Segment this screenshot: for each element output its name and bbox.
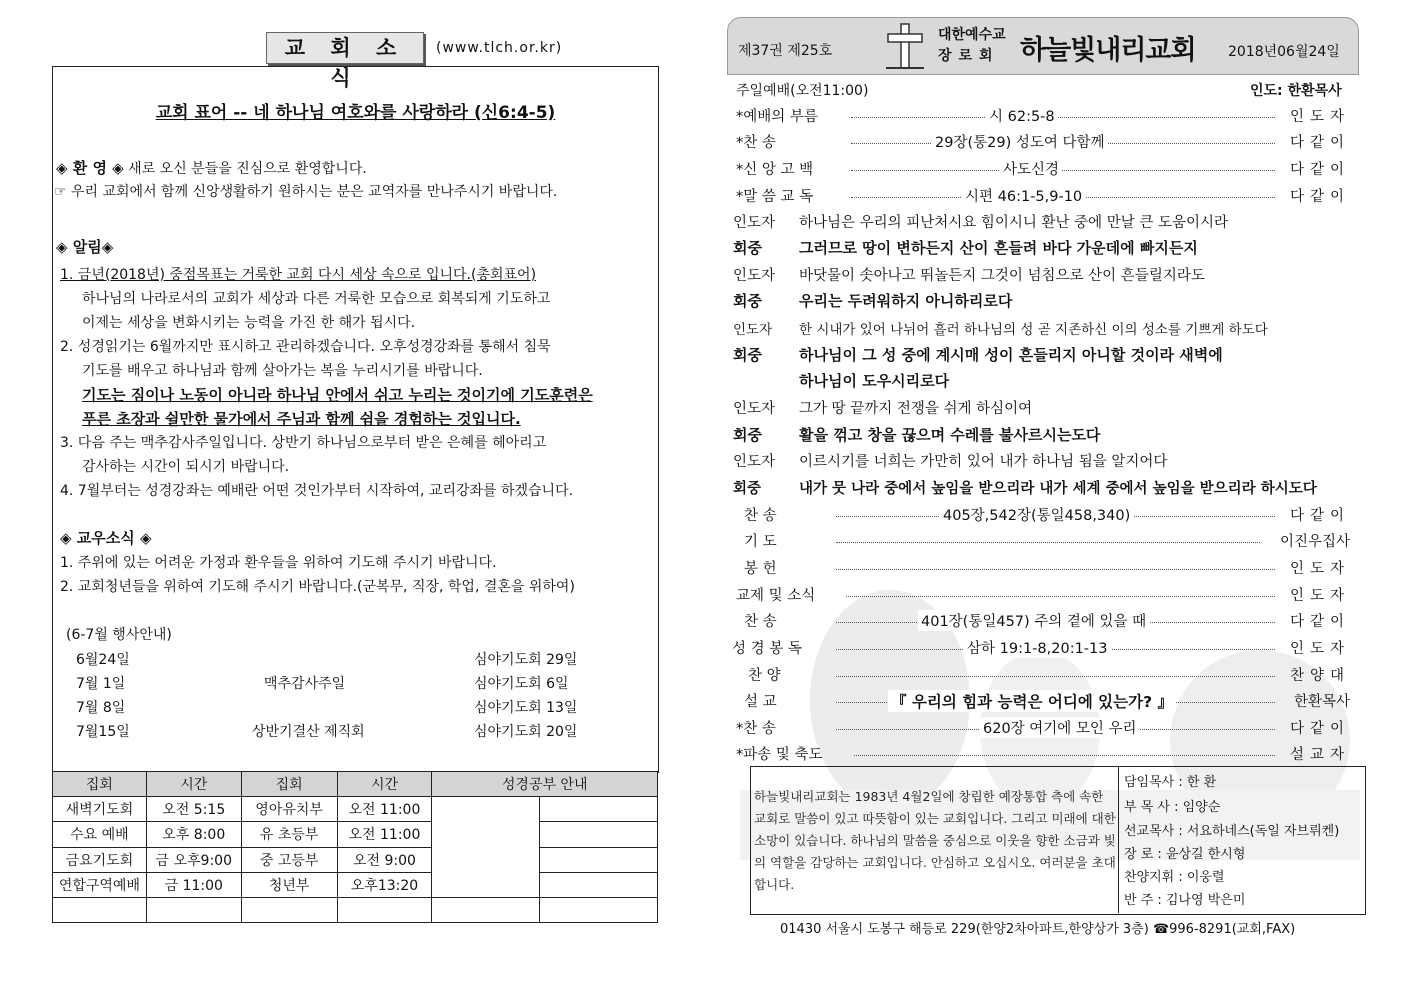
table-cell: 청년부 [241, 872, 337, 897]
service-leader: 인도: 한환목사 [1250, 83, 1342, 99]
worship-leader: 찬양대 [1289, 668, 1350, 684]
table-cell: 유 초등부 [241, 822, 337, 847]
church-motto: 교회 표어 -- 네 하나님 여호와를 사랑하라 (신6:4-5) [155, 103, 556, 123]
staff-entry: 찬양지휘 : 이웅렬 [1124, 870, 1225, 885]
website-url[interactable]: (www.tlch.or.kr) [436, 40, 563, 56]
worship-leader: 이진우집사 [1279, 534, 1350, 550]
table-row [53, 797, 658, 822]
worship-item [736, 610, 1350, 632]
worship-item [736, 131, 1350, 153]
event-name: 상반기결산 제직회 [252, 724, 365, 740]
reader-role: 회중 [733, 239, 762, 257]
reader-role: 인도자 [733, 268, 776, 284]
notice-2b: 기도를 배우고 하나님과 함께 살아가는 복을 누리시기를 바랍니다. [82, 363, 483, 379]
event-date: 6월24일 [76, 652, 130, 668]
staff-entry: 부 목 사 : 임양순 [1124, 800, 1221, 815]
worship-label: 찬 양 [748, 668, 781, 684]
worship-label: 설 교 [744, 694, 777, 710]
responsive-line [733, 477, 1317, 498]
table-cell [540, 847, 658, 872]
worship-leader: 다같이 [1289, 614, 1350, 630]
pastoral-2: 2. 교회청년들을 위하여 기도해 주시기 바랍니다.(군복무, 직장, 학업, 결혼을 위하여) [60, 579, 575, 595]
news-title: 교 회 소 식 [266, 32, 424, 64]
table-cell: 금요기도회 [53, 847, 147, 872]
worship-item [736, 530, 1350, 552]
table-cell [432, 897, 540, 922]
responsive-line [733, 370, 949, 391]
worship-label: 성 경 봉 독 [732, 641, 802, 657]
table-cell: 금 11:00 [146, 872, 241, 897]
table-cell: 오후13:20 [337, 872, 432, 897]
table-cell [432, 797, 540, 898]
worship-item [736, 504, 1350, 526]
reader-role: 인도자 [733, 215, 776, 231]
table-cell [540, 822, 658, 847]
reading-text: 활을 꺾고 창을 끊으며 수레를 불사르시는도다 [799, 426, 1101, 444]
table-cell: 오전 11:00 [337, 822, 432, 847]
responsive-line [733, 397, 1032, 418]
pastoral-1: 1. 주위에 있는 어려운 가정과 환우들을 위하여 기도해 주시기 바랍니다. [60, 555, 497, 571]
table-cell [337, 897, 432, 922]
table-cell [540, 797, 658, 822]
events-heading: (6-7월 행사안내) [66, 627, 172, 643]
reader-role: 회중 [733, 481, 762, 497]
cross-logo-icon [884, 22, 926, 70]
volume-number: 제37권 제25호 [738, 43, 833, 59]
table-row [53, 872, 658, 897]
worship-content: 사도신경 [1000, 158, 1062, 179]
table-cell: 오전 9:00 [337, 847, 432, 872]
table-row [53, 897, 658, 922]
staff-entry: 담임목사 : 한 환 [1124, 775, 1217, 790]
reader-role: 회중 [733, 346, 762, 364]
event-date: 7월 8일 [76, 700, 126, 716]
worship-item [736, 664, 1350, 686]
worship-label: 찬 송 [744, 614, 777, 630]
worship-label: *말 씀 교 독 [736, 189, 814, 205]
service-name: 주일예배(오전11:00) [736, 83, 869, 99]
notice-2c: 기도는 짐이나 노동이 아니라 하나님 안에서 쉬고 누리는 것이기에 기도훈련은 [82, 386, 593, 404]
worship-label: *찬 송 [736, 721, 776, 737]
worship-leader: 다같이 [1289, 508, 1350, 524]
church-address: 01430 서울시 도봉구 해등로 229(한양2차아파트,한양상가 3층) ☎996-8291(교회,FAX) [780, 922, 1296, 937]
worship-item [736, 158, 1350, 180]
worship-content: 시 62:5-8 [986, 105, 1058, 126]
worship-label: 찬 송 [744, 508, 777, 524]
pastoral-heading: ◈ 교우소식 ◈ [60, 529, 152, 547]
worship-item [732, 637, 1350, 659]
reader-role: 회중 [733, 426, 762, 444]
table-cell [241, 897, 337, 922]
dotted-leader [854, 755, 1275, 756]
dotted-leader [836, 542, 1260, 543]
worship-leader: 인도자 [1289, 641, 1350, 657]
staff-entry: 선교목사 : 서요하네스(독일 자브뤼켄) [1124, 824, 1340, 839]
reading-text: 그가 땅 끝까지 전쟁을 쉬게 하심이여 [799, 401, 1033, 417]
event-date: 7월15일 [76, 724, 130, 740]
reading-text: 한 시내가 있어 나뉘어 흘러 하나님의 성 곧 지존하신 이의 성소를 기쁘게 하도다 [799, 322, 1268, 338]
table-cell: 새벽기도회 [53, 797, 147, 822]
dotted-leader [836, 569, 1275, 570]
worship-label: *찬 송 [736, 135, 776, 151]
responsive-line [733, 344, 1223, 365]
welcome-note: ☞ 우리 교회에서 함께 신앙생활하기 원하시는 분은 교역자를 만나주시기 바랍니다. [54, 184, 558, 200]
notice-4: 4. 7월부터는 성경강좌는 예배란 어떤 것인가부터 시작하여, 교리강좌를 하겠습니다. [60, 483, 574, 499]
table-cell [540, 872, 658, 897]
worship-item [736, 557, 1350, 579]
worship-content: 405장,542장(통일458,340) [940, 504, 1133, 525]
info-divider [1118, 766, 1119, 913]
table-row [53, 822, 658, 847]
worship-leader: 다같이 [1289, 721, 1350, 737]
worship-label: 기 도 [744, 534, 777, 550]
table-cell [540, 897, 658, 922]
table-cell: 중 고등부 [241, 847, 337, 872]
worship-content: 29장(통29) 성도여 다함께 [932, 131, 1108, 152]
reading-text: 우리는 두려워하지 아니하리로다 [799, 292, 1013, 310]
responsive-line [733, 318, 1268, 338]
reader-role: 인도자 [733, 454, 776, 470]
notice-1c: 이제는 세상을 변화시키는 능력을 가진 한 해가 됩시다. [82, 315, 416, 331]
staff-entry: 반 주 : 김나영 박은미 [1124, 893, 1246, 908]
table-cell: 오전 11:00 [337, 797, 432, 822]
reading-text: 바닷물이 솟아나고 뛰놀든지 그것이 넘침으로 산이 흔들릴지라도 [799, 268, 1205, 284]
table-cell: 오후 8:00 [146, 822, 241, 847]
worship-item [736, 690, 1350, 712]
header-cell: 집회 [53, 772, 147, 797]
worship-label: 봉 헌 [744, 561, 777, 577]
header-cell: 시간 [337, 772, 432, 797]
worship-leader: 인도자 [1289, 109, 1350, 125]
worship-content: 시편 46:1-5,9-10 [962, 185, 1085, 206]
dotted-leader [836, 676, 1275, 677]
notice-1a: 1. 금년(2018년) 중점목표는 거룩한 교회 다시 세상 속으로 입니다.(총회표어) [60, 267, 537, 283]
schedule-table [52, 771, 658, 923]
responsive-line [733, 290, 1012, 311]
event-prayer: 심야기도회 13일 [474, 700, 578, 716]
church-name: 하늘빛내리교회 [1020, 35, 1196, 66]
welcome-text: 새로 오신 분들을 진심으로 환영합니다. [128, 161, 367, 177]
header-cell: 집회 [241, 772, 337, 797]
notice-3b: 감사하는 시간이 되시기 바랍니다. [82, 459, 290, 475]
worship-leader: 다같이 [1289, 162, 1350, 178]
bulletin-date: 2018년06월24일 [1228, 44, 1340, 60]
reading-text: 하나님이 그 성 중에 계시매 성이 흔들리지 아니할 것이라 새벽에 [799, 346, 1223, 364]
table-cell: 오전 5:15 [146, 797, 241, 822]
header-cell: 시간 [146, 772, 241, 797]
event-date: 7월 1일 [76, 676, 126, 692]
worship-item [736, 584, 1350, 606]
table-row [53, 847, 658, 872]
table-cell: 영아유치부 [241, 797, 337, 822]
denomination-line-2: 장로회 [938, 48, 1000, 64]
worship-label: *신 앙 고 백 [736, 162, 814, 178]
notice-3a: 3. 다음 주는 맥추감사주일입니다. 상반기 하나님으로부터 받은 은혜를 헤아리고 [60, 435, 547, 451]
worship-item [736, 105, 1350, 127]
responsive-line [733, 211, 1228, 232]
event-prayer: 심야기도회 29일 [474, 652, 578, 668]
worship-label: *예배의 부름 [736, 109, 818, 125]
reader-role: 회중 [733, 292, 762, 310]
reading-text: 내가 뭇 나라 중에서 높임을 받으리라 내가 세계 중에서 높임을 받으리라 하시도다 [799, 481, 1317, 497]
reading-text: 하나님은 우리의 피난처시요 힘이시니 환난 중에 만날 큰 도움이시라 [799, 215, 1229, 231]
welcome-section [56, 157, 367, 178]
worship-leader: 다같이 [1289, 189, 1350, 205]
worship-content: 삼하 19:1-8,20:1-13 [964, 637, 1111, 658]
sermon-title: 『 우리의 힘과 능력은 어디에 있는가? 』 [888, 690, 1176, 712]
worship-item [736, 717, 1350, 739]
table-cell: 금 오후9:00 [146, 847, 241, 872]
responsive-line [733, 264, 1205, 285]
reading-text: 그러므로 땅이 변하든지 산이 흔들려 바다 가운데에 빠지든지 [799, 239, 1198, 257]
welcome-heading: ◈ 환 영 ◈ [56, 159, 124, 177]
worship-content: 620장 여기에 모인 우리 [980, 717, 1140, 738]
worship-leader: 설교자 [1289, 747, 1350, 763]
table-cell: 연합구역예배 [53, 872, 147, 897]
worship-content: 401장(통일457) 주의 곁에 있을 때 [918, 610, 1149, 631]
notice-2d: 푸른 초장과 쉴만한 물가에서 주님과 함께 쉼을 경험하는 것입니다. [82, 410, 521, 428]
denomination-line-1: 대한예수교 [938, 27, 1006, 43]
worship-item [736, 185, 1350, 207]
event-prayer: 심야기도회 6일 [474, 676, 569, 692]
event-prayer: 심야기도회 20일 [474, 724, 578, 740]
worship-item [736, 743, 1350, 765]
worship-label: 교제 및 소식 [736, 588, 816, 604]
responsive-line [733, 450, 1167, 471]
worship-leader: 인도자 [1289, 588, 1350, 604]
worship-leader: 인도자 [1289, 561, 1350, 577]
worship-leader: 한환목사 [1293, 694, 1350, 710]
reader-role: 인도자 [733, 322, 773, 338]
table-header-row [53, 772, 658, 797]
church-introduction: 하늘빛내리교회는 1983년 4월2일에 창립한 예장통합 측에 속한 교회로 말씀이 있고 따뜻함이 있는 교회입니다. 그리고 미래에 대한 소망이 있습니다. 하나님의 말씀을 중심으로 이웃을 향한 소금과 빛의 역할을 감당하는 교회입니다. 안심하고 오십시오. 여러분을 초대합니다. [754, 789, 1116, 892]
worship-leader: 다같이 [1289, 135, 1350, 151]
dotted-leader [851, 117, 1275, 118]
reader-role: 인도자 [733, 401, 776, 417]
header-cell: 성경공부 안내 [432, 772, 658, 797]
dotted-leader [846, 596, 1275, 597]
dotted-leader [851, 170, 1275, 171]
responsive-line [733, 237, 1198, 258]
worship-label: *파송 및 축도 [736, 747, 823, 763]
staff-entry: 장 로 : 윤상길 한시형 [1124, 847, 1246, 862]
notice-heading: ◈ 알림◈ [56, 238, 114, 256]
event-name: 맥추감사주일 [264, 676, 346, 692]
reading-text: 하나님이 도우시리로다 [799, 372, 950, 390]
notice-1b: 하나님의 나라로서의 교회가 세상과 다른 거룩한 모습으로 회복되게 기도하고 [82, 291, 551, 307]
reading-text: 이르시기를 너희는 가만히 있어 내가 하나님 됨을 알지어다 [799, 454, 1168, 470]
responsive-line [733, 424, 1100, 445]
table-cell [53, 897, 147, 922]
notice-2a: 2. 성경읽기는 6월까지만 표시하고 관리하겠습니다. 오후성경강좌를 통해서 침묵 [60, 339, 551, 355]
table-cell [146, 897, 241, 922]
table-cell: 수요 예배 [53, 822, 147, 847]
